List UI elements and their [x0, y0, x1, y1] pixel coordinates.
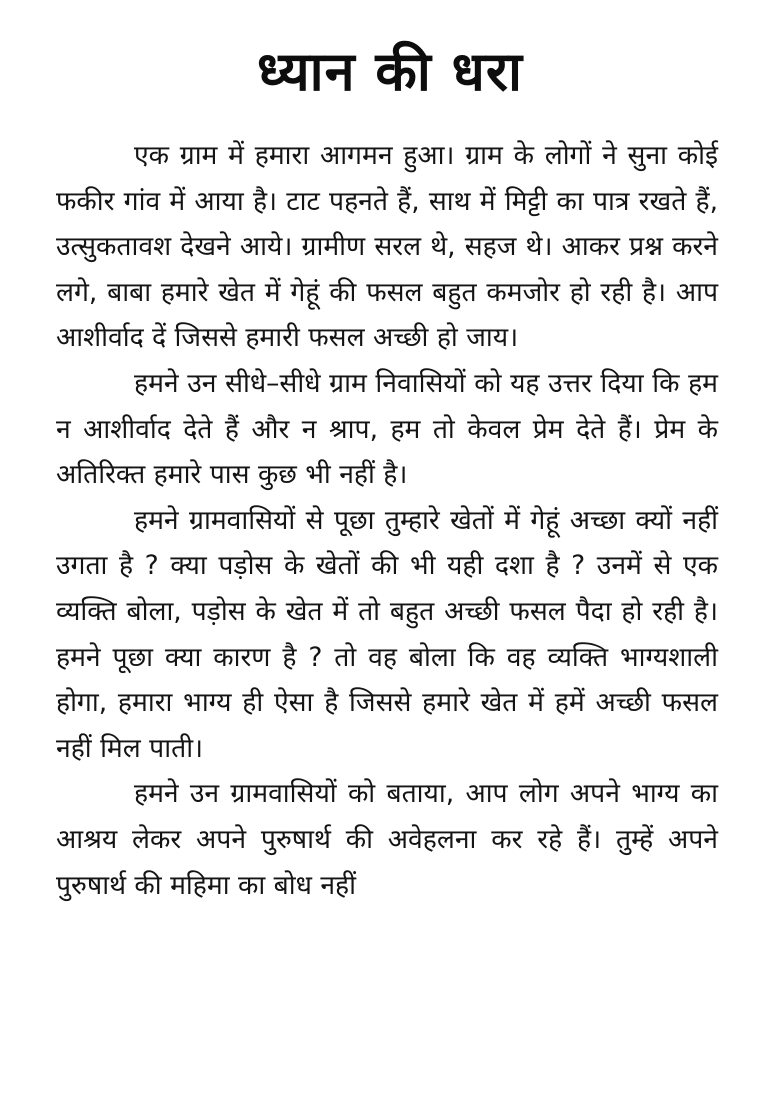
paragraph: एक ग्राम में हमारा आगमन हुआ। ग्राम के लोगों ने सुना कोई फकीर गांव में आया है। टाट पहनते हैं, साथ में मिट्टी का पात्र रखते हैं, उत्सुकतावश देखने आये। ग्रामीण सरल थे, सहज थे। आकर प्रश्न करने लगे, बाबा हमारे खेत में गेहूं की फसल बहुत कमजोर हो रही है। आप आशीर्वाद दें जिससे हमारी फसल अच्छी हो जाय।	[56, 140, 718, 354]
paragraph: हमने उन सीधे–सीधे ग्राम निवासियों को यह उत्तर दिया कि हम न आशीर्वाद देते हैं और न श्राप, हम तो केवल प्रेम देते हैं। प्रेम के अतिरिक्त हमारे पास कुछ भी नहीं है।	[56, 367, 718, 491]
paragraph: हमने उन ग्रामवासियों को बताया, आप लोग अपने भाग्य का आश्रय लेकर अपने पुरुषार्थ की अवेहलना कर रहे हैं। तुम्हें अपने पुरुषार्थ की महिमा का बोध नहीं	[56, 778, 718, 901]
paragraph: हमने ग्रामवासियों से पूछा तुम्हारे खेतों में गेहूं अच्छा क्यों नहीं उगता है ? क्या पड़ोस के खेतों की भी यही दशा है ? उनमें से एक व्यक्ति बोला, पड़ोस के खेत में तो बहुत अच्छी फसल पैदा हो रही है। हमने पूछा क्या कारण है ? तो वह बोला कि वह व्यक्ति भाग्यशाली होगा, हमारा भाग्य ही ऐसा है जिससे हमारे खेत में हमें अच्छी फसल नहीं मिल पाती।	[56, 504, 718, 764]
page-title: ध्यान की धरा	[257, 40, 523, 103]
body-text	[56, 133, 718, 908]
